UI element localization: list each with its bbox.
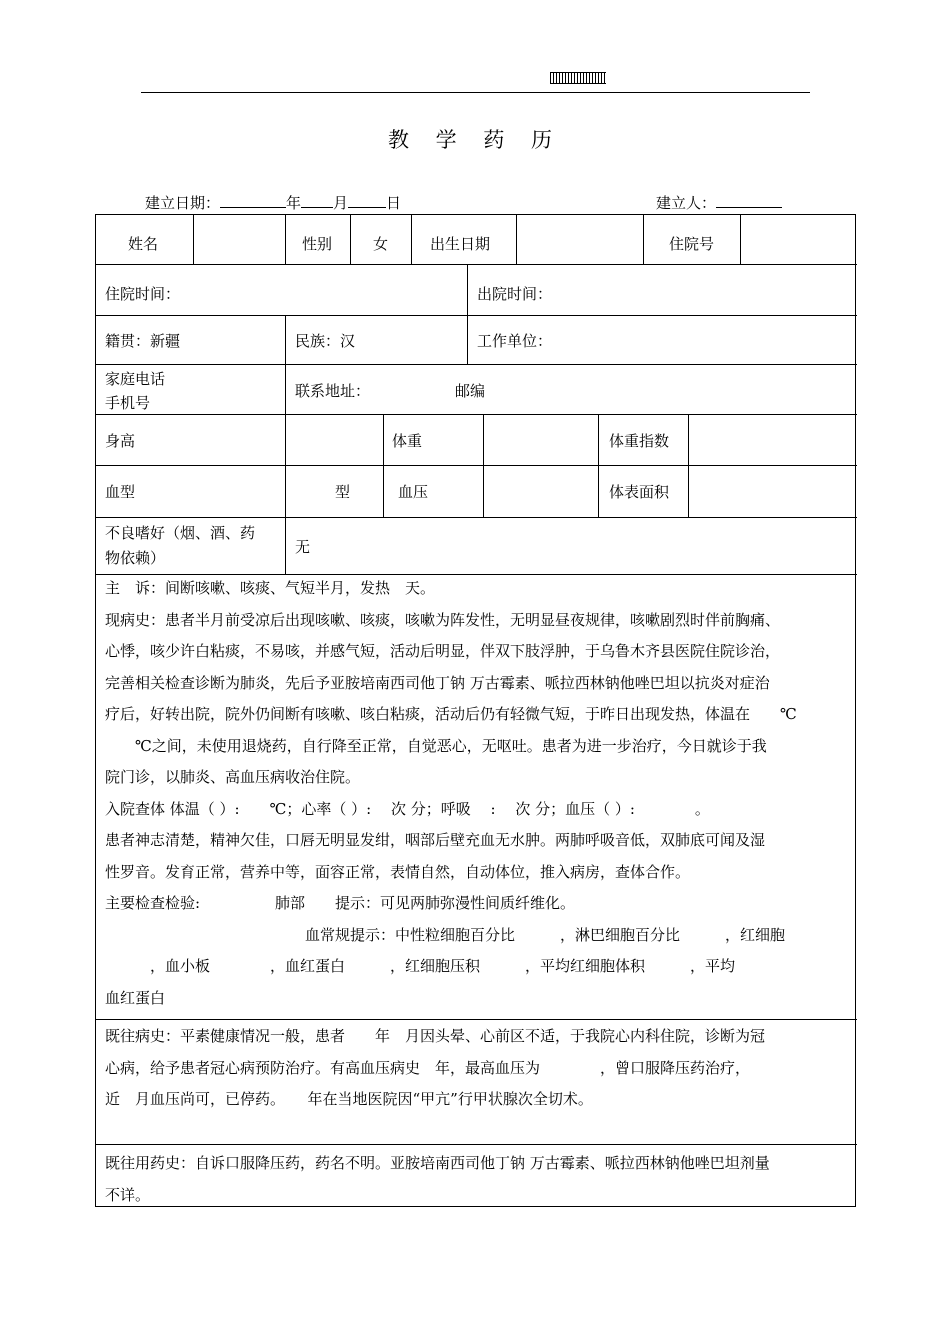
lab-results-line: 血红蛋白 bbox=[105, 988, 166, 1007]
admission-number-label: 住院号 bbox=[669, 235, 715, 253]
day-blank[interactable] bbox=[348, 193, 386, 208]
admit-time-label: 住院时间： bbox=[105, 285, 181, 303]
past-history-line: 近 月血压尚可，已停药。 年在当地医院因“甲亢”行甲状腺次全切术。 bbox=[105, 1090, 593, 1108]
present-illness-line: 心悸，咳少许白粘痰，不易咳，并感气短，活动后明显，伴双下肢浮肿，于乌鲁木齐县医院住院诊治， bbox=[105, 642, 781, 660]
admission-number-field[interactable] bbox=[741, 229, 855, 251]
employer-label: 工作单位： bbox=[477, 332, 553, 350]
birth-date-field[interactable] bbox=[517, 229, 642, 251]
postcode-label: 邮编 bbox=[455, 382, 486, 400]
blood-type-suffix: 型 bbox=[335, 483, 351, 501]
creator-label: 建立人： bbox=[656, 194, 717, 212]
year-blank[interactable] bbox=[220, 193, 286, 208]
document-title: 教 学 药 历 bbox=[387, 128, 563, 152]
address-label: 联系地址： bbox=[295, 382, 371, 400]
past-medication-line: 既往用药史：自诉口服降压药，药名不明。亚胺培南西司他丁钠 万古霉素、哌拉西林钠他唑巴坦剂量 bbox=[105, 1154, 770, 1172]
month-label: 月 bbox=[333, 194, 349, 212]
gender-value: 女 bbox=[373, 235, 389, 253]
habits-value: 无 bbox=[295, 538, 311, 556]
medication-record-form bbox=[95, 214, 856, 1207]
past-medication-section bbox=[105, 1148, 850, 1211]
page-header-mark bbox=[550, 72, 606, 84]
body-surface-area-label: 体表面积 bbox=[609, 483, 670, 501]
discharge-time-label: 出院时间： bbox=[477, 285, 553, 303]
present-illness-line: 完善相关检查诊断为肺炎，先后予亚胺培南西司他丁钠 万古霉素、哌拉西林钠他唑巴坦以抗炎对症治 bbox=[105, 673, 770, 692]
habits-label-line1: 不良嗜好（烟、酒、药 bbox=[105, 524, 256, 542]
lab-results-line: 主要检查检验: 肺部 提示：可见两肺弥漫性间质纤维化。 bbox=[105, 894, 576, 912]
day-label: 日 bbox=[386, 194, 402, 212]
present-illness-line: 院门诊，以肺炎、高血压病收治住院。 bbox=[105, 768, 361, 786]
ethnicity: 民族：汉 bbox=[295, 332, 356, 350]
blood-pressure-label: 血压 bbox=[398, 483, 429, 501]
height-label: 身高 bbox=[105, 432, 136, 450]
weight-label: 体重 bbox=[392, 432, 423, 450]
creator bbox=[656, 192, 782, 213]
lab-results-line: ，血小板 ，血红蛋白 ，红细胞压积 ，平均红细胞体积 ，平均 bbox=[105, 957, 736, 975]
past-history-section bbox=[105, 1021, 850, 1116]
physical-exam-line: 患者神志清楚，精神欠佳，口唇无明显发绀，咽部后壁充血无水肿。两肺呼吸音低，双肺底可闻及湿 bbox=[105, 831, 766, 849]
chief-complaint: 主 诉：间断咳嗽、咳痰、气短半月，发热 天。 bbox=[105, 579, 436, 597]
native-place: 籍贯：新疆 bbox=[105, 332, 181, 350]
bmi-label: 体重指数 bbox=[609, 432, 670, 450]
history-section bbox=[105, 573, 850, 1014]
creation-date bbox=[145, 192, 401, 213]
physical-exam-line: 性罗音。发育正常，营养中等，面容正常，表情自然，自动体位，推入病房，查体合作。 bbox=[105, 862, 691, 881]
name-field[interactable] bbox=[194, 229, 284, 251]
home-phone-label: 家庭电话 bbox=[105, 370, 166, 388]
header-rule bbox=[141, 92, 810, 93]
physical-exam-line: 入院查体 体温（ ）: ℃；心率（ ）: 次 分；呼吸 : 次 分；血压（ ）: 。 bbox=[105, 799, 710, 818]
lab-results-line: 血常规提示：中性粒细胞百分比 ，淋巴细胞百分比 ，红细胞 bbox=[305, 925, 786, 944]
present-illness-line: 现病史：患者半月前受凉后出现咳嗽、咳痰，咳嗽为阵发性，无明显昼夜规律，咳嗽剧烈时伴前胸痛、 bbox=[105, 610, 781, 629]
present-illness-line: 疗后，好转出院，院外仍间断有咳嗽、咳白粘痰，活动后仍有轻微气短，于昨日出现发热，体温在 ℃ bbox=[105, 705, 797, 723]
past-history-line: 心病，给予患者冠心病预防治疗。有高血压病史 年，最高血压为 ，曾口服降压药治疗， bbox=[105, 1058, 751, 1077]
blood-type-label: 血型 bbox=[105, 483, 136, 501]
past-medication-line: 不详。 bbox=[105, 1185, 151, 1204]
creator-blank[interactable] bbox=[716, 193, 782, 208]
year-label: 年 bbox=[286, 194, 302, 212]
birth-date-label: 出生日期 bbox=[430, 235, 491, 253]
name-label: 姓名 bbox=[128, 235, 159, 253]
gender-label: 性别 bbox=[302, 235, 333, 253]
month-blank[interactable] bbox=[301, 193, 333, 208]
date-label: 建立日期： bbox=[145, 194, 221, 212]
habits-label-line2: 物依赖） bbox=[105, 549, 166, 567]
mobile-label: 手机号 bbox=[105, 394, 151, 412]
past-history-line: 既往病史：平素健康情况一般，患者 年 月因头晕、心前区不适，于我院心内科住院，诊断为冠 bbox=[105, 1027, 766, 1045]
present-illness-line: ℃之间，未使用退烧药，自行降至正常，自觉恶心，无呕吐。患者为进一步治疗，今日就诊于我 bbox=[105, 736, 767, 755]
